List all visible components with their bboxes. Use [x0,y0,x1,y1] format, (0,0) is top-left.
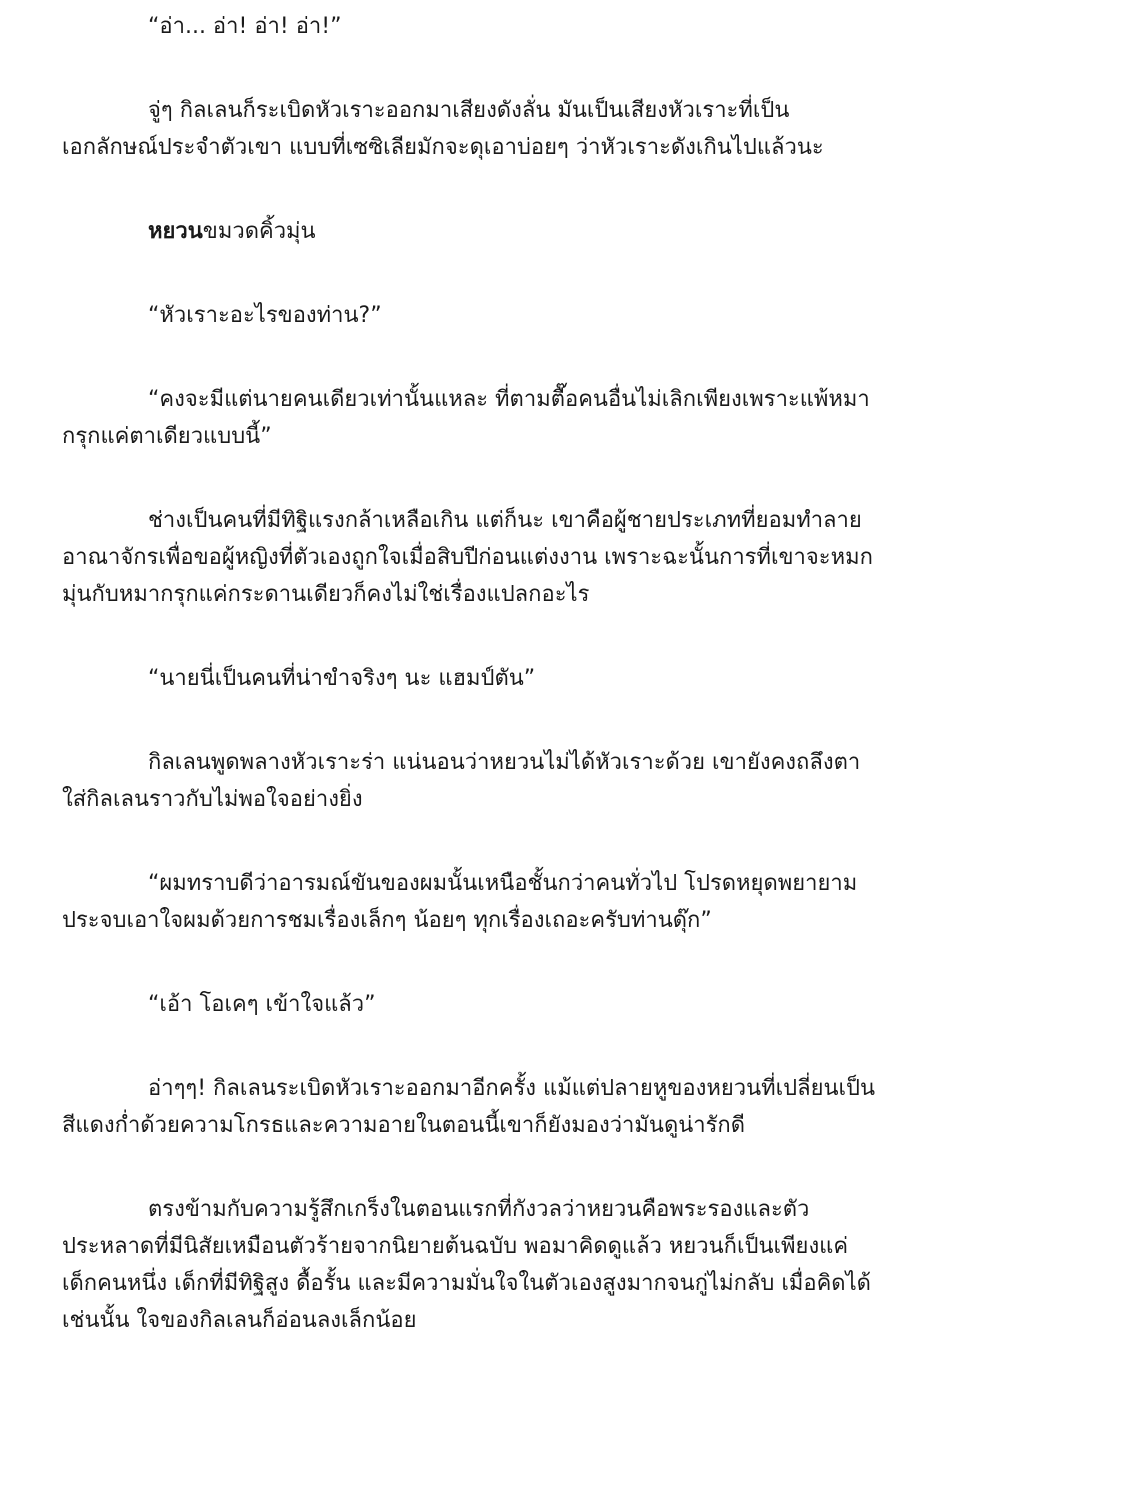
text-line: ช่างเป็นคนที่มีทิฐิแรงกล้าเหลือเกิน แต่ก็นะ เขาคือผู้ชายประเภทที่ยอมทำลาย [148,508,862,533]
paragraph-10 [62,986,1082,1023]
text-line: เอกลักษณ์ประจำตัวเขา แบบที่เซซิเลียมักจะดุเอาบ่อยๆ ว่าหัวเราะดังเกินไปแล้วนะ [62,135,824,160]
text-fragment: ขมวดคิ้วมุ่น [202,219,316,244]
paragraph-5 [62,381,1082,455]
text-line: กิลเลนพูดพลางหัวเราะร่า แน่นอนว่าหยวนไม่ได้หัวเราะด้วย เขายังคงถลึงตา [148,750,861,775]
text-line: สีแดงก่ำด้วยความโกรธและความอายในตอนนี้เขาก็ยังมองว่ามันดูน่ารักดี [62,1113,746,1138]
paragraph-2 [62,92,1082,166]
text-line: กรุกแค่ตาเดียวแบบนี้” [62,424,272,449]
text-line: “หัวเราะอะไรของท่าน?” [148,303,382,328]
text-line: มุ่นกับหมากรุกแค่กระดานเดียวก็คงไม่ใช่เรื่องแปลกอะไร [62,582,590,607]
text-line: “ผมทราบดีว่าอารมณ์ขันของผมนั้นเหนือชั้นกว่าคนทั่วไป โปรดหยุดพยายาม [148,871,858,896]
text-line: ประหลาดที่มีนิสัยเหมือนตัวร้ายจากนิยายต้นฉบับ พอมาคิดดูแล้ว หยวนก็เป็นเพียงแค่ [62,1234,849,1259]
text-line: เด็กคนหนึ่ง เด็กที่มีทิฐิสูง ดื้อรั้น และมีความมั่นใจในตัวเองสูงมากจนกู่ไม่กลับ เมื่อคิดได้ [62,1271,871,1296]
text-line: ตรงข้ามกับความรู้สึกเกร็งในตอนแรกที่กังวลว่าหยวนคือพระรองและตัว [148,1197,810,1222]
text-line: “เอ้า โอเคๆ เข้าใจแล้ว” [148,992,376,1017]
text-line: “คงจะมีแต่นายคนเดียวเท่านั้นแหละ ที่ตามตื๊อคนอื่นไม่เลิกเพียงเพราะแพ้หมา [148,387,870,412]
text-line: อาณาจักรเพื่อขอผู้หญิงที่ตัวเองถูกใจเมื่อสิบปีก่อนแต่งงาน เพราะฉะนั้นการที่เขาจะหมก [62,545,873,570]
paragraph-11 [62,1070,1082,1144]
paragraph-9 [62,865,1082,939]
text-line: เช่นนั้น ใจของกิลเลนก็อ่อนลงเล็กน้อย [62,1308,417,1333]
paragraph-4 [62,297,1082,334]
character-name-bold: หยวน [148,219,203,244]
text-line [62,213,1082,250]
text-line: ใส่กิลเลนราวกับไม่พอใจอย่างยิ่ง [62,787,363,812]
paragraph-3 [62,213,1082,250]
paragraph-1 [62,8,1082,45]
paragraph-8 [62,744,1082,818]
text-line: “อ่า... อ่า! อ่า! อ่า!” [148,14,342,39]
paragraph-12 [62,1191,1082,1339]
text-line: อ่าๆๆ! กิลเลนระเบิดหัวเราะออกมาอีกครั้ง แม้แต่ปลายหูของหยวนที่เปลี่ยนเป็น [148,1076,876,1101]
paragraph-6 [62,502,1082,613]
text-line: ประจบเอาใจผมด้วยการชมเรื่องเล็กๆ น้อยๆ ทุกเรื่องเถอะครับท่านดุ๊ก” [62,908,712,933]
text-line: “นายนี่เป็นคนที่น่าขำจริงๆ นะ แฮมป์ตัน” [148,666,536,691]
text-line: จู่ๆ กิลเลนก็ระเบิดหัวเราะออกมาเสียงดังลั่น มันเป็นเสียงหัวเราะที่เป็น [148,98,790,123]
document-page [62,8,1082,1339]
paragraph-7 [62,660,1082,697]
